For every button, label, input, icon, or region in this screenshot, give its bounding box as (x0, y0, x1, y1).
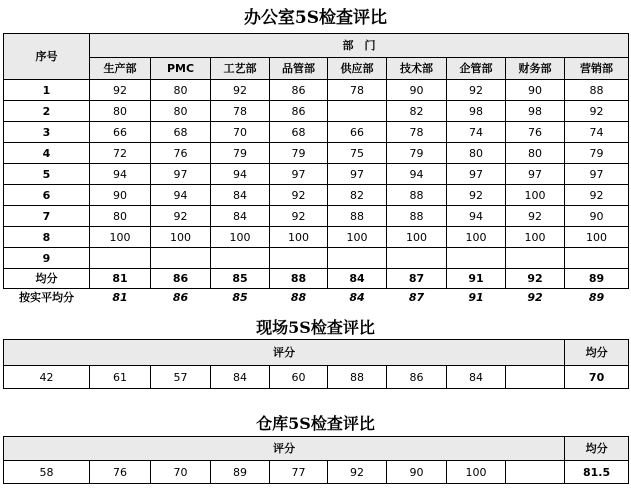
actual-average-cell: 86 (172, 291, 189, 305)
average-row (4, 269, 629, 289)
score-cell: 78 (328, 80, 387, 101)
row-number: 3 (4, 122, 90, 143)
score-cell: 94 (387, 164, 447, 185)
score-cell (447, 248, 506, 269)
table-row (4, 164, 629, 185)
score-cell (565, 248, 629, 269)
score-cell: 78 (387, 122, 447, 143)
dept-management: 企管部 (447, 58, 506, 80)
score-cell: 74 (447, 122, 506, 143)
score-cell: 92 (211, 80, 270, 101)
score-cell (506, 248, 565, 269)
row-number: 1 (4, 80, 90, 101)
score-cell: 100 (151, 227, 211, 248)
field-score-cell: 84 (447, 366, 506, 389)
score-cell: 86 (270, 101, 328, 122)
average-cell: 85 (211, 269, 270, 289)
score-cell: 80 (90, 101, 151, 122)
score-cell: 88 (328, 206, 387, 227)
department-name-row (4, 58, 629, 80)
actual-average-cell: 85 (232, 291, 248, 305)
field-score-cell: 57 (151, 366, 211, 389)
warehouse-score-cell (506, 461, 565, 484)
office-inspection-table (3, 33, 629, 307)
score-cell: 70 (211, 122, 270, 143)
office-table-title: 办公室5S检查评比 (243, 8, 388, 28)
field-score-cell: 88 (328, 366, 387, 389)
average-cell: 89 (565, 269, 629, 289)
warehouse-table-title: 仓库5S检查评比 (256, 414, 375, 433)
dept-process: 工艺部 (211, 58, 270, 80)
score-cell: 92 (151, 206, 211, 227)
actual-average-cell: 88 (290, 291, 307, 305)
field-score-row (4, 366, 629, 389)
score-cell: 92 (270, 206, 328, 227)
score-cell: 68 (270, 122, 328, 143)
score-cell: 66 (90, 122, 151, 143)
score-cell: 75 (328, 143, 387, 164)
average-cell: 92 (506, 269, 565, 289)
warehouse-score-cell: 76 (90, 461, 151, 484)
score-cell: 100 (565, 227, 629, 248)
score-cell: 97 (270, 164, 328, 185)
dept-quality: 品管部 (270, 58, 328, 80)
seq-header: 序号 (4, 34, 90, 80)
score-cell: 72 (90, 143, 151, 164)
table-row (4, 101, 629, 122)
score-cell: 79 (270, 143, 328, 164)
actual-average-cell: 81 (112, 291, 128, 305)
row-number: 2 (4, 101, 90, 122)
field-score-header: 评分 (4, 340, 565, 366)
actual-average-cell: 91 (468, 291, 484, 305)
score-cell: 92 (447, 80, 506, 101)
score-cell (270, 248, 328, 269)
score-cell: 86 (270, 80, 328, 101)
warehouse-inspection-table (3, 436, 629, 484)
warehouse-average-header: 均分 (565, 437, 629, 461)
score-cell: 80 (506, 143, 565, 164)
score-cell: 94 (211, 164, 270, 185)
dept-supply: 供应部 (328, 58, 387, 80)
score-cell: 100 (90, 227, 151, 248)
row-number: 5 (4, 164, 90, 185)
row-number: 7 (4, 206, 90, 227)
score-cell: 88 (387, 185, 447, 206)
score-cell: 94 (151, 185, 211, 206)
score-cell: 80 (151, 80, 211, 101)
score-cell: 97 (565, 164, 629, 185)
actual-average-row (4, 289, 629, 307)
field-average-header: 均分 (565, 340, 629, 366)
table-row (4, 143, 629, 164)
warehouse-score-cell: 92 (328, 461, 387, 484)
average-cell: 81 (90, 269, 151, 289)
warehouse-score-cell: 77 (270, 461, 328, 484)
score-cell: 82 (387, 101, 447, 122)
field-average-value: 70 (565, 366, 629, 389)
average-cell: 86 (151, 269, 211, 289)
table-row (4, 248, 629, 269)
score-cell: 68 (151, 122, 211, 143)
score-cell: 100 (211, 227, 270, 248)
score-cell: 100 (387, 227, 447, 248)
dept-technology: 技术部 (387, 58, 447, 80)
warehouse-score-cell: 58 (4, 461, 90, 484)
table-row (4, 80, 629, 101)
score-cell: 100 (506, 227, 565, 248)
field-score-cell: 60 (270, 366, 328, 389)
table-row (4, 185, 629, 206)
warehouse-score-cell: 89 (211, 461, 270, 484)
average-cell: 91 (447, 269, 506, 289)
score-cell: 79 (211, 143, 270, 164)
actual-average-label: 按实平均分 (19, 291, 74, 305)
field-inspection-table (3, 339, 629, 389)
score-cell (328, 248, 387, 269)
score-cell: 92 (270, 185, 328, 206)
warehouse-average-value: 81.5 (565, 461, 629, 484)
score-cell: 76 (506, 122, 565, 143)
field-score-cell: 61 (90, 366, 151, 389)
average-label: 均分 (4, 269, 90, 289)
dept-marketing: 营销部 (565, 58, 629, 80)
warehouse-score-cell: 100 (447, 461, 506, 484)
score-cell: 97 (151, 164, 211, 185)
score-cell: 79 (565, 143, 629, 164)
score-cell: 90 (565, 206, 629, 227)
score-cell: 92 (565, 101, 629, 122)
dept-finance: 财务部 (506, 58, 565, 80)
score-cell: 92 (447, 185, 506, 206)
score-cell: 80 (151, 101, 211, 122)
dept-pmc: PMC (151, 58, 211, 80)
score-cell: 90 (506, 80, 565, 101)
score-cell: 66 (328, 122, 387, 143)
score-cell (151, 248, 211, 269)
score-cell (211, 248, 270, 269)
dept-production: 生产部 (90, 58, 151, 80)
score-cell: 92 (506, 206, 565, 227)
score-cell: 92 (90, 80, 151, 101)
score-cell: 84 (211, 185, 270, 206)
score-cell: 100 (328, 227, 387, 248)
actual-average-cell: 87 (408, 291, 425, 305)
score-cell: 98 (506, 101, 565, 122)
score-cell: 88 (565, 80, 629, 101)
row-number: 6 (4, 185, 90, 206)
score-cell (90, 248, 151, 269)
average-cell: 84 (328, 269, 387, 289)
field-table-title: 现场5S检查评比 (256, 318, 375, 337)
score-cell: 100 (447, 227, 506, 248)
score-cell: 90 (90, 185, 151, 206)
score-cell: 97 (506, 164, 565, 185)
score-cell (328, 101, 387, 122)
department-header: 部 门 (90, 34, 629, 58)
score-cell: 80 (90, 206, 151, 227)
score-cell: 78 (211, 101, 270, 122)
score-cell: 92 (565, 185, 629, 206)
score-cell: 98 (447, 101, 506, 122)
score-cell: 88 (387, 206, 447, 227)
actual-average-cell: 92 (527, 291, 543, 305)
row-number: 8 (4, 227, 90, 248)
actual-average-cell: 89 (588, 291, 605, 305)
field-score-cell: 42 (4, 366, 90, 389)
score-cell: 100 (506, 185, 565, 206)
score-cell: 100 (270, 227, 328, 248)
score-cell: 94 (447, 206, 506, 227)
field-score-cell: 86 (387, 366, 447, 389)
warehouse-score-cell: 70 (151, 461, 211, 484)
score-cell: 84 (211, 206, 270, 227)
row-number: 4 (4, 143, 90, 164)
score-cell (387, 248, 447, 269)
score-cell: 79 (387, 143, 447, 164)
actual-average-cell: 84 (349, 291, 365, 305)
table-row (4, 122, 629, 143)
average-cell: 87 (387, 269, 447, 289)
score-cell: 76 (151, 143, 211, 164)
field-score-cell: 84 (211, 366, 270, 389)
row-number: 9 (4, 248, 90, 269)
warehouse-score-cell: 90 (387, 461, 447, 484)
average-cell: 88 (270, 269, 328, 289)
table-row (4, 206, 629, 227)
score-cell: 94 (90, 164, 151, 185)
score-cell: 80 (447, 143, 506, 164)
score-cell: 97 (447, 164, 506, 185)
score-cell: 90 (387, 80, 447, 101)
table-row (4, 227, 629, 248)
warehouse-score-row (4, 461, 629, 484)
score-cell: 74 (565, 122, 629, 143)
score-cell: 82 (328, 185, 387, 206)
score-cell: 97 (328, 164, 387, 185)
warehouse-score-header: 评分 (4, 437, 565, 461)
field-score-cell (506, 366, 565, 389)
